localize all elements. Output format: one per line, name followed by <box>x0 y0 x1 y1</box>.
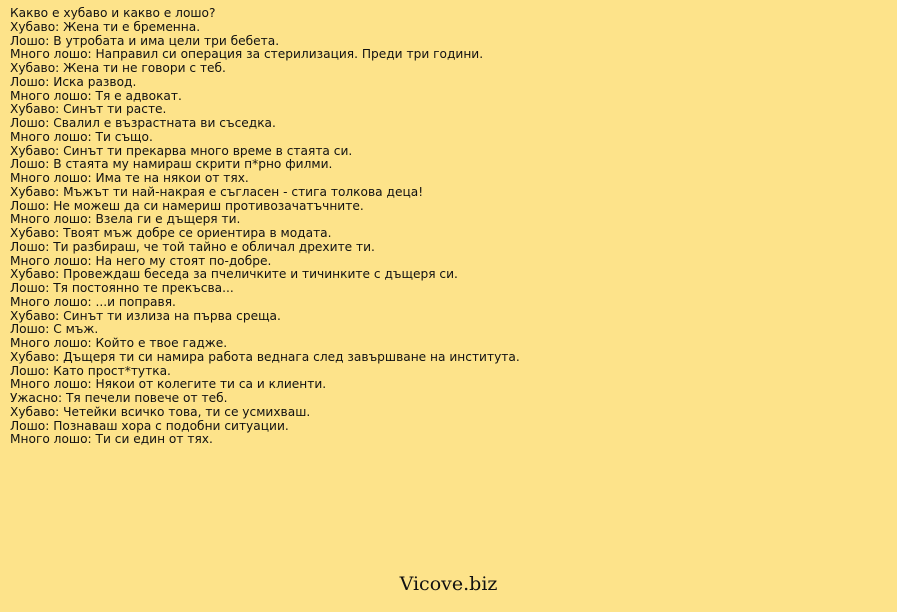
joke-line: Хубаво: Мъжът ти най-накрая е съгласен - стига толкова деца! <box>10 184 424 199</box>
joke-line: Лошо: Тя постоянно те прекъсва... <box>10 281 234 295</box>
joke-text <box>10 7 880 447</box>
joke-line: Лошо: С мъж. <box>10 322 99 337</box>
joke-line: Много лошо: Взела ги е дъщеря ти. <box>10 212 241 227</box>
joke-line: Много лошо: Тя е адвокат. <box>10 88 182 103</box>
joke-line: Ужасно: Тя печели повече от теб. <box>10 391 228 405</box>
joke-line: Лошо: Не можеш да си намериш противозачатъчните. <box>10 198 364 213</box>
joke-line: Лошо: Ти разбираш, че той тайно е обличал дрехите ти. <box>10 239 375 254</box>
joke-line: Хубаво: Синът ти расте. <box>10 102 167 117</box>
joke-line: Хубаво: Четейки всичко това, ти се усмихваш. <box>10 404 311 419</box>
joke-line: Лошо: В утробата и има цели три бебета. <box>10 33 280 48</box>
joke-line: Много лошо: Направил си операция за стерилизация. Преди три години. <box>10 47 484 62</box>
joke-line: Много лошо: На него му стоят по-добре. <box>10 253 272 268</box>
joke-line: Хубаво: Провеждаш беседа за пчеличките и тичинките с дъщеря си. <box>10 267 458 282</box>
joke-line: Лошо: Като прост*тутка. <box>10 363 171 378</box>
joke-line: Много лошо: Някои от колегите ти са и клиенти. <box>10 377 327 392</box>
joke-line: Лошо: Познаваш хора с подобни ситуации. <box>10 418 289 433</box>
joke-line: Много лошо: Който е твое гадже. <box>10 336 228 350</box>
joke-line: Много лошо: ...и поправя. <box>10 294 176 309</box>
joke-line: Хубаво: Синът ти прекарва много време в стаята си. <box>10 143 353 158</box>
joke-line: Хубаво: Синът ти излиза на първа среща. <box>10 308 281 323</box>
joke-line: Лошо: В стаята му намираш скрити п*рно филми. <box>10 157 333 172</box>
joke-line: Хубаво: Жена ти не говори с теб. <box>10 61 226 75</box>
joke-line: Лошо: Свалил е възрастната ви съседка. <box>10 116 276 130</box>
joke-line: Какво е хубаво и какво е лошо? <box>10 6 216 20</box>
joke-line: Много лошо: Има те на някои от тях. <box>10 171 249 185</box>
joke-line: Много лошо: Ти си един от тях. <box>10 432 213 447</box>
joke-line: Хубаво: Жена ти е бременна. <box>10 19 201 34</box>
joke-line: Хубаво: Дъщеря ти си намира работа веднага след завършване на института. <box>10 349 520 364</box>
site-watermark: Vicove.biz <box>399 573 498 595</box>
joke-line: Хубаво: Твоят мъж добре се ориентира в модата. <box>10 226 332 240</box>
joke-line: Много лошо: Ти също. <box>10 129 153 144</box>
joke-line: Лошо: Иска развод. <box>10 74 137 89</box>
